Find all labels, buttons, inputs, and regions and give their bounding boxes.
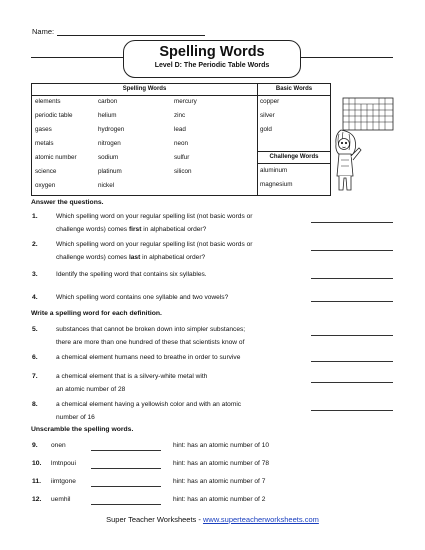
spelling-word: platinum xyxy=(98,168,122,175)
spelling-word: sodium xyxy=(98,154,119,161)
answer-line[interactable] xyxy=(311,301,393,302)
page-subtitle: Level D: The Periodic Table Words xyxy=(154,62,270,69)
challenge-word: magnesium xyxy=(260,181,293,188)
answer-line[interactable] xyxy=(311,361,393,362)
answer-line[interactable] xyxy=(311,410,393,411)
name-field-row xyxy=(32,27,205,36)
question-number: 8. xyxy=(32,401,38,408)
spelling-word: mercury xyxy=(174,98,197,105)
question-line-text: challenge words) comes xyxy=(56,225,129,233)
item-number: 12. xyxy=(32,496,42,503)
spelling-word: hydrogen xyxy=(98,126,125,133)
name-label: Name: xyxy=(32,27,55,36)
definition-line: number of 16 xyxy=(56,413,95,421)
spelling-word: periodic table xyxy=(35,112,73,119)
section-heading-definition: Write a spelling word for each definition. xyxy=(31,310,162,317)
spelling-word: carbon xyxy=(98,98,118,105)
spelling-word: lead xyxy=(174,126,186,133)
spelling-word: oxygen xyxy=(35,182,56,189)
answer-line[interactable] xyxy=(91,504,161,505)
item-number: 11. xyxy=(32,478,42,485)
table-column-divider xyxy=(257,84,258,195)
hint-text: hint: has an atomic number of 10 xyxy=(173,442,270,449)
basic-words-header: Basic Words xyxy=(275,86,313,92)
definition-text xyxy=(56,324,316,349)
question-text xyxy=(56,239,306,264)
hint-text: hint: has an atomic number of 2 xyxy=(173,496,266,503)
question-line: Identify the spelling word that contains six syllables. xyxy=(56,271,207,278)
question-number: 4. xyxy=(32,294,38,301)
definition-text xyxy=(56,399,316,424)
question-number: 7. xyxy=(32,373,38,380)
emphasis-word: last xyxy=(128,253,141,261)
scrambled-word: lmtnpoui xyxy=(51,460,76,467)
question-line-text: in alphabetical order? xyxy=(141,225,207,233)
question-number: 5. xyxy=(32,326,38,333)
challenge-bottom-divider xyxy=(257,163,330,164)
spelling-word: metals xyxy=(35,140,54,147)
emphasis-word: first xyxy=(128,225,142,233)
answer-line[interactable] xyxy=(311,222,393,223)
question-line: Which spelling word contains one syllable and two vowels? xyxy=(56,294,229,301)
definition-line: a chemical element that is a silvery-white metal with xyxy=(56,373,208,380)
challenge-words-header: Challenge Words xyxy=(269,154,319,160)
question-text xyxy=(56,269,306,282)
hint-text: hint: has an atomic number of 7 xyxy=(173,478,266,485)
basic-word: silver xyxy=(260,112,275,119)
question-line-text: challenge words) comes xyxy=(56,253,129,261)
item-number: 9. xyxy=(32,442,38,449)
answer-line[interactable] xyxy=(311,382,393,383)
question-number: 6. xyxy=(32,354,38,361)
scrambled-word: uemhil xyxy=(51,496,71,503)
definition-line: a chemical element humans need to breathe in order to survive xyxy=(56,354,241,361)
hint-text: hint: has an atomic number of 78 xyxy=(173,460,270,467)
spelling-word: elements xyxy=(35,98,61,105)
question-number: 1. xyxy=(32,213,38,220)
challenge-word: aluminum xyxy=(260,167,288,174)
spelling-word: nitrogen xyxy=(98,140,121,147)
question-line: Which spelling word on your regular spelling list (not basic words or xyxy=(56,241,253,248)
footer-link[interactable]: www.superteacherworksheets.com xyxy=(202,515,319,524)
question-text xyxy=(56,211,306,236)
title-box xyxy=(123,40,301,78)
word-table xyxy=(31,83,331,196)
question-text xyxy=(56,292,306,305)
question-number: 3. xyxy=(32,271,38,278)
scrambled-word: onen xyxy=(51,442,66,449)
spelling-word: gases xyxy=(35,126,52,133)
question-line xyxy=(56,224,306,237)
basic-word: copper xyxy=(260,98,280,105)
question-line: Which spelling word on your regular spelling list (not basic words or xyxy=(56,213,253,220)
student-periodic-table-illustration xyxy=(333,96,395,194)
section-heading-unscramble: Unscramble the spelling words. xyxy=(31,426,134,433)
spelling-word: neon xyxy=(174,140,189,147)
spelling-word: atomic number xyxy=(35,154,77,161)
answer-line[interactable] xyxy=(311,335,393,336)
definition-line: an atomic number of 28 xyxy=(56,385,126,393)
answer-line[interactable] xyxy=(311,278,393,279)
definition-line: a chemical element having a yellowish color and with an atomic xyxy=(56,401,242,408)
question-number: 2. xyxy=(32,241,38,248)
answer-line[interactable] xyxy=(91,486,161,487)
question-line-text: in alphabetical order? xyxy=(140,253,206,261)
definition-line: there are more than one hundred of these that scientists know of xyxy=(56,338,245,346)
basic-word: gold xyxy=(260,126,272,133)
definition-text xyxy=(56,371,316,396)
definition-text xyxy=(56,352,316,365)
answer-line[interactable] xyxy=(311,250,393,251)
footer xyxy=(0,515,425,524)
spelling-word: helium xyxy=(98,112,117,119)
item-number: 10. xyxy=(32,460,42,467)
spelling-word: sulfur xyxy=(174,154,190,161)
spelling-words-header: Spelling Words xyxy=(122,86,167,92)
table-header-divider xyxy=(32,95,330,96)
answer-line[interactable] xyxy=(91,450,161,451)
spelling-word: zinc xyxy=(174,112,186,119)
spelling-word: science xyxy=(35,168,57,175)
spelling-word: silicon xyxy=(174,168,192,175)
question-line xyxy=(56,252,306,265)
definition-line: substances that cannot be broken down into simpler substances; xyxy=(56,326,246,333)
answer-line[interactable] xyxy=(91,468,161,469)
scrambled-word: iimtgone xyxy=(51,478,76,485)
footer-text: Super Teacher Worksheets - xyxy=(106,515,203,524)
spelling-word: nickel xyxy=(98,182,115,189)
name-line[interactable] xyxy=(57,27,205,36)
section-heading-answer: Answer the questions. xyxy=(31,199,104,206)
page-title: Spelling Words xyxy=(159,44,265,60)
